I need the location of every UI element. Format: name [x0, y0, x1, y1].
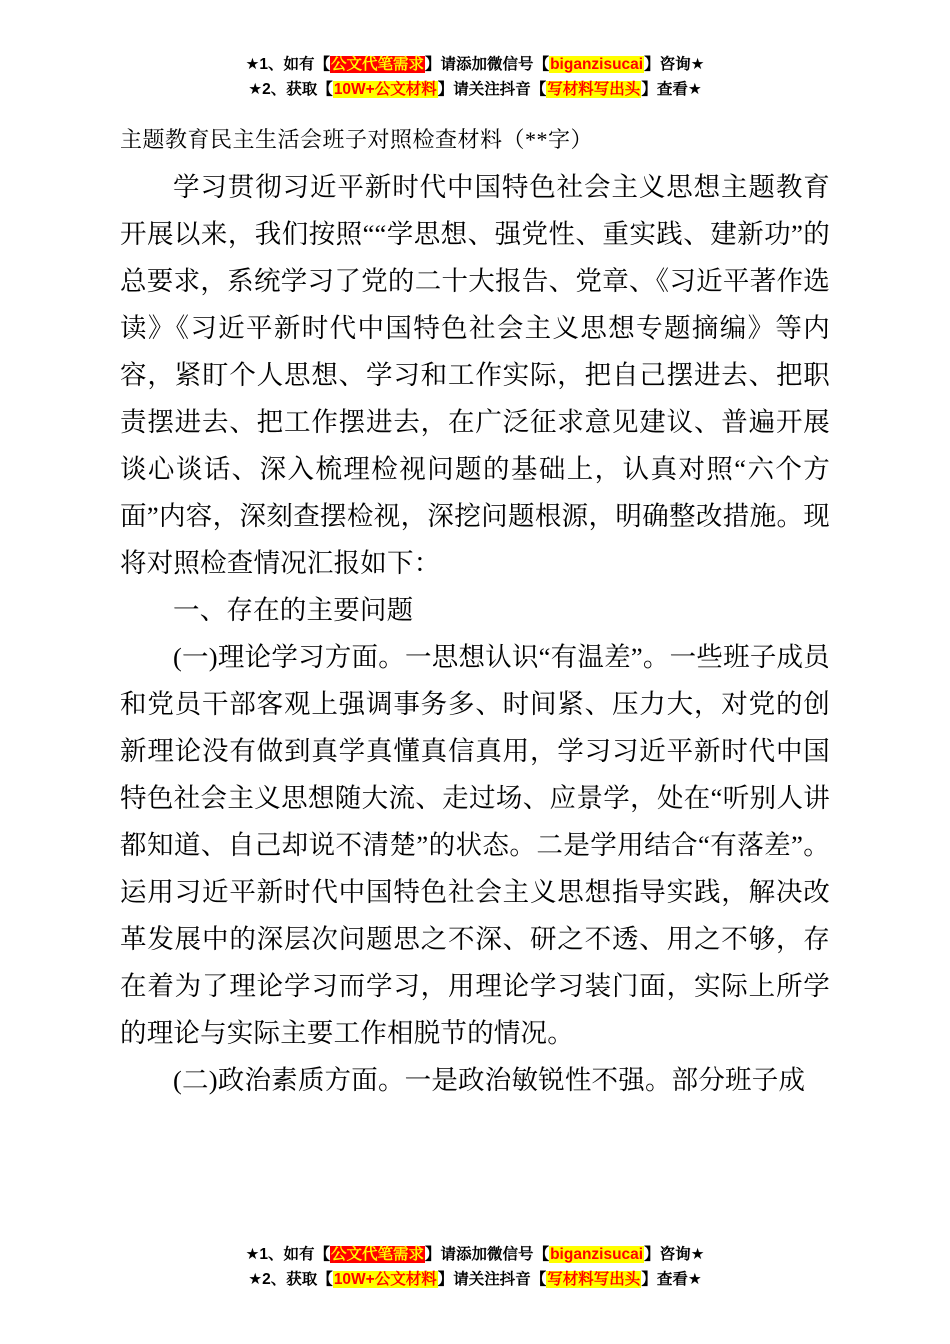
promo-top-line1-number: 1、	[259, 56, 284, 73]
promo-bottom-line1-bracket3: 【	[533, 1246, 550, 1263]
promo-bottom-line2-text3: 查看	[656, 1271, 688, 1288]
promo-top-line2-highlight2: 写材料写出头	[547, 81, 641, 98]
star-right-icon: ★	[687, 81, 702, 98]
promo-top-line2-highlight1: 10W+公文材料	[333, 81, 437, 98]
promo-top-line1-bracket4: 】	[644, 56, 660, 73]
promo-bottom-line2-bracket2: 】	[437, 1271, 454, 1288]
promo-top-line2-bracket2: 】	[437, 81, 454, 98]
paragraph-intro: 学习贯彻习近平新时代中国特色社会主义思想主题教育开展以来，我们按照““学思想、强党性、重实践、建新功”的总要求，系统学习了党的二十大报告、党章、《习近平著作选读》《习近平新时代中国特色社会主义思想专题摘编》等内容，紧盯个人思想、学习和工作实际，把自己摆进去、把职责摆进去、把工作摆进去，在广泛征求意见建议、普遍开展谈心谈话、深入梳理检视问题的基础上，认真对照“六个方面”内容，深刻查摆检视，深挖问题根源，明确整改措施。现将对照检查情况汇报如下：	[120, 172, 830, 578]
star-right-icon: ★	[690, 56, 705, 73]
promo-bottom-line1-text1: 如有	[283, 1246, 315, 1263]
promo-bottom-line1-bracket1: 【	[314, 1246, 331, 1263]
star-left-icon: ★	[248, 1271, 263, 1288]
promo-top-line2-text2: 请关注抖音	[453, 81, 531, 98]
promo-bottom-line-1	[120, 1242, 830, 1267]
promo-banner-top	[120, 52, 830, 102]
promo-top-line1-bracket3: 【	[533, 56, 550, 73]
star-left-icon: ★	[245, 1246, 260, 1263]
promo-top-line2-bracket3: 【	[530, 81, 547, 98]
promo-bottom-line1-bracket4: 】	[644, 1246, 660, 1263]
promo-top-line1-highlight2: biganzisucai	[550, 56, 644, 73]
promo-top-line2-number: 2、	[262, 81, 287, 98]
promo-bottom-line2-highlight1: 10W+公文材料	[333, 1271, 437, 1288]
promo-bottom-line1-highlight2: biganzisucai	[550, 1246, 644, 1263]
promo-bottom-line1-text2: 请添加微信号	[440, 1246, 534, 1263]
promo-bottom-line1-text3: 咨询	[659, 1246, 691, 1263]
promo-bottom-line2-highlight2: 写材料写出头	[547, 1271, 641, 1288]
promo-top-line1-highlight1: 公文代笔需求	[331, 56, 425, 73]
promo-top-line1-bracket2: 】	[425, 56, 441, 73]
promo-bottom-line1-highlight1: 公文代笔需求	[331, 1246, 425, 1263]
promo-bottom-line2-text1: 获取	[286, 1271, 318, 1288]
promo-top-line2-bracket4: 】	[641, 81, 657, 98]
star-left-icon: ★	[248, 81, 263, 98]
promo-bottom-line2-text2: 请关注抖音	[453, 1271, 531, 1288]
promo-top-line1-text2: 请添加微信号	[440, 56, 534, 73]
promo-bottom-line2-bracket3: 【	[530, 1271, 547, 1288]
promo-bottom-line-2	[120, 1267, 830, 1292]
promo-top-line1-bracket1: 【	[314, 56, 331, 73]
promo-top-line-1	[120, 52, 830, 77]
paragraph-theory-study: (一)理论学习方面。一思想认识“有温差”。一些班子成员和党员干部客观上强调事务多、时间紧、压力大，对党的创新理论没有做到真学真懂真信真用，学习习近平新时代中国特色社会主义思想随大流、走过场、应景学，处在“听别人讲都知道、自己却说不清楚”的状态。二是学用结合“有落差”。运用习近平新时代中国特色社会主义思想指导实践，解决改革发展中的深层次问题思之不深、研之不透、用之不够，存在着为了理论学习而学习，用理论学习装门面，实际上所学的理论与实际主要工作相脱节的情况。	[120, 642, 830, 1048]
page-title: 主题教育民主生活会班子对照检查材料（**字）	[120, 127, 594, 152]
promo-top-line-2	[120, 77, 830, 102]
promo-top-line2-text1: 获取	[286, 81, 318, 98]
promo-bottom-line2-bracket4: 】	[641, 1271, 657, 1288]
promo-bottom-line1-number: 1、	[259, 1246, 284, 1263]
promo-top-line2-text3: 查看	[656, 81, 688, 98]
promo-top-line1-text1: 如有	[283, 56, 315, 73]
star-right-icon: ★	[690, 1246, 705, 1263]
promo-top-line1-text3: 咨询	[659, 56, 691, 73]
promo-banner-bottom	[120, 1242, 830, 1292]
paragraph-section-heading: 一、存在的主要问题	[173, 595, 414, 625]
paragraph-political-quality: (二)政治素质方面。一是政治敏锐性不强。部分班子成	[173, 1065, 806, 1095]
promo-bottom-line2-number: 2、	[262, 1271, 287, 1288]
star-left-icon: ★	[245, 56, 260, 73]
star-right-icon: ★	[687, 1271, 702, 1288]
promo-top-line2-bracket1: 【	[317, 81, 333, 98]
promo-bottom-line1-bracket2: 】	[425, 1246, 441, 1263]
promo-bottom-line2-bracket1: 【	[317, 1271, 333, 1288]
